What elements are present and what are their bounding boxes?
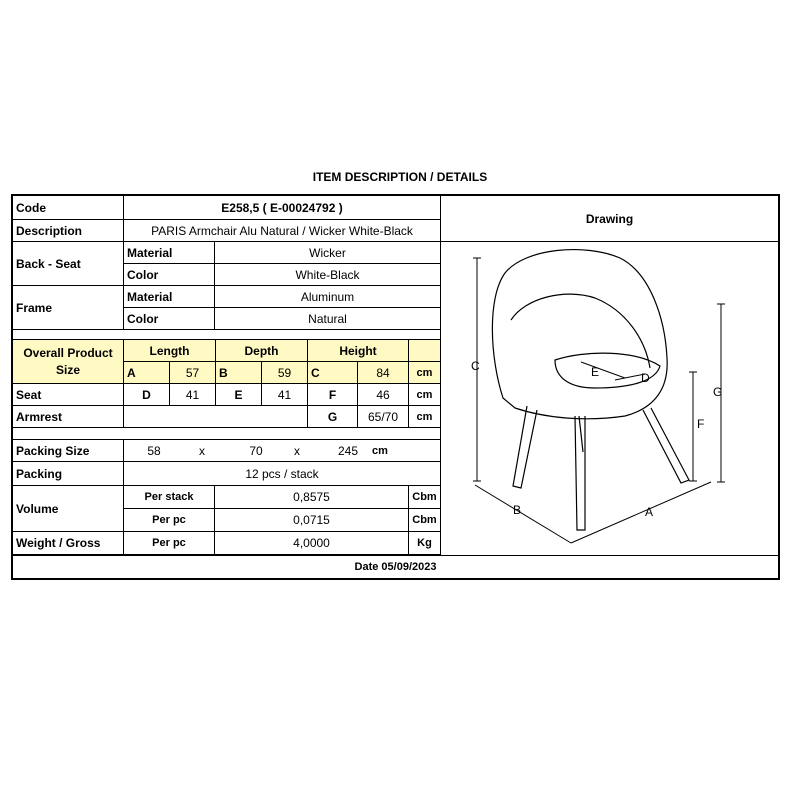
description-label: Description xyxy=(13,220,124,242)
packing-length: 58 xyxy=(147,443,161,458)
dim-d-value: 41 xyxy=(170,384,216,406)
volume-label: Volume xyxy=(13,486,124,532)
dim-d-label: D xyxy=(124,384,170,406)
drawing-label-c: C xyxy=(471,359,480,373)
seat-unit: cm xyxy=(409,384,441,406)
back-seat-color-label: Color xyxy=(124,264,215,286)
drawing-label-g: G xyxy=(713,385,723,399)
weight-value: 4,0000 xyxy=(215,532,409,555)
unit-header-blank xyxy=(409,340,441,362)
drawing-label-e: E xyxy=(591,365,600,379)
drawing-label-d: D xyxy=(641,371,650,385)
drawing-label-b: B xyxy=(513,503,522,517)
dim-b-value: 59 xyxy=(262,362,308,384)
drawing-label-a: A xyxy=(645,505,654,519)
back-seat-material-label: Material xyxy=(124,242,215,264)
seat-label: Seat xyxy=(13,384,124,406)
packing-unit: cm xyxy=(372,444,388,457)
dim-g-value: 65/70 xyxy=(358,406,409,428)
dim-c-value: 84 xyxy=(358,362,409,384)
frame-color-label: Color xyxy=(124,308,215,330)
description-value: PARIS Armchair Alu Natural / Wicker White-Black xyxy=(124,220,441,242)
height-header: Height xyxy=(308,340,409,362)
chair-outline xyxy=(492,250,689,530)
packing-x1: x xyxy=(199,443,205,458)
dimension-lines xyxy=(473,258,725,543)
back-seat-color: White-Black xyxy=(215,264,441,286)
page-title: ITEM DESCRIPTION / DETAILS xyxy=(312,170,488,184)
weight-unit: Kg xyxy=(409,532,441,555)
dim-unit: cm xyxy=(409,362,441,384)
dim-c-label: C xyxy=(308,362,358,384)
spacer-row xyxy=(13,330,441,340)
packing-label: Packing xyxy=(13,462,124,486)
volume-per-stack: 0,8575 xyxy=(215,486,409,509)
armrest-label: Armrest xyxy=(13,406,124,428)
dim-e-value: 41 xyxy=(262,384,308,406)
drawing-label-f: F xyxy=(697,417,705,431)
dim-b-label: B xyxy=(216,362,262,384)
weight-label: Weight / Gross xyxy=(13,532,124,555)
frame-material: Aluminum xyxy=(215,286,441,308)
dim-f-label: F xyxy=(308,384,358,406)
length-header: Length xyxy=(124,340,216,362)
packing-height: 245 xyxy=(337,443,359,458)
chair-drawing xyxy=(455,238,745,550)
footer-date: Date 05/09/2023 xyxy=(13,555,778,578)
packing-x2: x xyxy=(294,443,300,458)
packing-size-row xyxy=(124,440,441,462)
dim-g-label: G xyxy=(308,406,358,428)
dim-a-label: A xyxy=(124,362,170,384)
armrest-blank xyxy=(124,406,308,428)
frame-color: Natural xyxy=(215,308,441,330)
volume-per-pc-unit: Cbm xyxy=(409,509,441,532)
volume-per-pc: 0,0715 xyxy=(215,509,409,532)
code-value: E258,5 ( E-00024792 ) xyxy=(124,196,441,220)
volume-per-stack-label: Per stack xyxy=(124,486,215,509)
frame-material-label: Material xyxy=(124,286,215,308)
back-seat-label: Back - Seat xyxy=(13,242,124,286)
packing-value: 12 pcs / stack xyxy=(124,462,441,486)
depth-header: Depth xyxy=(216,340,308,362)
packing-width: 70 xyxy=(249,443,263,458)
armrest-unit: cm xyxy=(409,406,441,428)
packing-size-label: Packing Size xyxy=(13,440,124,462)
frame-label: Frame xyxy=(13,286,124,330)
dim-a-value: 57 xyxy=(170,362,216,384)
dim-e-label: E xyxy=(216,384,262,406)
weight-per-pc-label: Per pc xyxy=(124,532,215,555)
back-seat-material: Wicker xyxy=(215,242,441,264)
volume-per-stack-unit: Cbm xyxy=(409,486,441,509)
volume-per-pc-label: Per pc xyxy=(124,509,215,532)
dim-f-value: 46 xyxy=(358,384,409,406)
overall-size-label: Overall Product Size xyxy=(13,340,124,384)
spacer-row-2 xyxy=(13,428,441,440)
drawing-title: Drawing xyxy=(441,196,778,242)
code-label: Code xyxy=(13,196,124,220)
